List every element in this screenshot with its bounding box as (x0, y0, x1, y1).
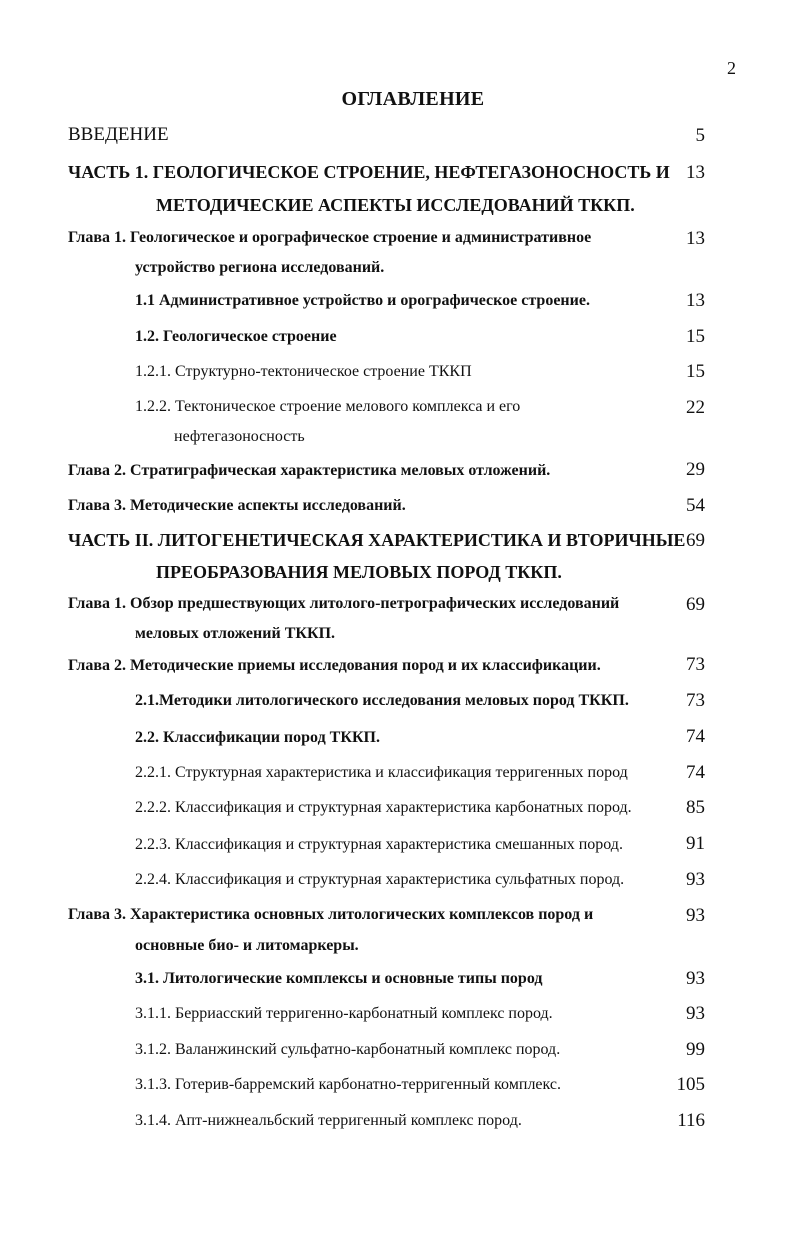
toc-entry-page: 13 (686, 228, 705, 249)
toc-entry-page: 74 (686, 762, 705, 783)
toc-entry-text: 3.1.3. Готерив-барремский карбонатно-терригенный комплекс. (135, 1076, 561, 1093)
toc-entry-text: Глава 3. Методические аспекты исследований. (68, 497, 406, 514)
toc-entry-page: 69 (686, 530, 705, 551)
toc-entry-text: 2.2.4. Классификация и структурная характеристика сульфатных пород. (135, 871, 625, 888)
toc-entry-text: 1.2.2. Тектоническое строение мелового комплекса и его (135, 398, 521, 415)
toc-entry-page: 69 (686, 594, 705, 615)
toc-entry-page: 73 (686, 654, 705, 675)
toc-entry-text: 3.1.4. Апт-нижнеальбский терригенный комплекс пород. (135, 1112, 522, 1129)
toc-entry-page: 13 (686, 290, 705, 311)
toc-entry-page: 93 (686, 968, 705, 989)
toc-entry-page: 93 (686, 905, 705, 926)
toc-entry-text-cont: основные био- и литомаркеры. (135, 937, 359, 954)
toc-entry-text: ЧАСТЬ II. ЛИТОГЕНЕТИЧЕСКАЯ ХАРАКТЕРИСТИКА И ВТОРИЧНЫЕ (68, 530, 686, 550)
toc-entry-page: 93 (686, 1003, 705, 1024)
toc-entry-page: 91 (686, 833, 705, 854)
toc-entry-text: 2.2.3. Классификация и структурная характеристика смешанных пород. (135, 836, 623, 853)
toc-entry-text-cont: меловых отложений ТККП. (135, 625, 336, 642)
toc-entry-text: 1.1 Административное устройство и орографическое строение. (135, 292, 590, 309)
toc-entry-text: 2.2.2. Классификация и структурная характеристика карбонатных пород. (135, 799, 632, 816)
toc-entry-page: 93 (686, 869, 705, 890)
toc-entry-text: ВВЕДЕНИЕ (68, 124, 169, 145)
toc-entry-text: 1.2. Геологическое строение (135, 328, 337, 345)
toc-entry-text-cont: МЕТОДИЧЕСКИЕ АСПЕКТЫ ИССЛЕДОВАНИЙ ТККП. (156, 195, 635, 215)
toc-entry-text: Глава 2. Стратиграфическая характеристика меловых отложений. (68, 462, 551, 479)
toc-entry-page: 13 (686, 162, 705, 183)
toc-title: ОГЛАВЛЕНИЕ (341, 88, 485, 110)
toc-entry-page: 15 (686, 326, 705, 347)
toc-entry-page: 29 (686, 459, 705, 480)
toc-entry-text-cont: ПРЕОБРАЗОВАНИЯ МЕЛОВЫХ ПОРОД ТККП. (156, 562, 562, 582)
toc-entry-text: ЧАСТЬ 1. ГЕОЛОГИЧЕСКОЕ СТРОЕНИЕ, НЕФТЕГАЗОНОСНОСТЬ И (68, 162, 670, 182)
toc-entry-text-cont: нефтегазоносность (174, 428, 305, 445)
toc-entry-text: 2.1.Методики литологического исследования меловых пород ТККП. (135, 692, 629, 709)
toc-entry-text: 2.2.1. Структурная характеристика и классификация терригенных пород (135, 764, 628, 781)
toc-entry-page: 54 (686, 495, 705, 516)
toc-entry-page: 22 (686, 397, 705, 418)
toc-entry-page: 15 (686, 361, 705, 382)
toc-entry-page: 116 (677, 1110, 705, 1131)
toc-entry-page: 85 (686, 797, 705, 818)
toc-entry-text: 3.1.2. Валанжинский сульфатно-карбонатный комплекс пород. (135, 1041, 561, 1058)
toc-entry-text: 2.2. Классификации пород ТККП. (135, 729, 380, 746)
toc-entry-page: 99 (686, 1039, 705, 1060)
toc-entry-text-cont: устройство региона исследований. (135, 259, 385, 276)
toc-entry-text: 3.1.1. Берриасский терригенно-карбонатный комплекс пород. (135, 1005, 553, 1022)
toc-entry-page: 74 (686, 726, 705, 747)
toc-entry-text: Глава 3. Характеристика основных литологических комплексов пород и (68, 906, 594, 923)
page-number: 2 (727, 58, 736, 78)
toc-entry-page: 105 (676, 1074, 705, 1095)
toc-entry-text: 1.2.1. Структурно-тектоническое строение ТККП (135, 363, 472, 380)
toc-entry-text: Глава 2. Методические приемы исследования пород и их классификации. (68, 657, 601, 674)
toc-entry-text: 3.1. Литологические комплексы и основные типы пород (135, 970, 543, 987)
toc-entry-text: Глава 1. Обзор предшествующих литолого-петрографических исследований (68, 595, 620, 612)
toc-entry-page: 5 (695, 125, 705, 146)
toc-entry-page: 73 (686, 690, 705, 711)
toc-entry-text: Глава 1. Геологическое и орографическое строение и административное (68, 229, 592, 246)
